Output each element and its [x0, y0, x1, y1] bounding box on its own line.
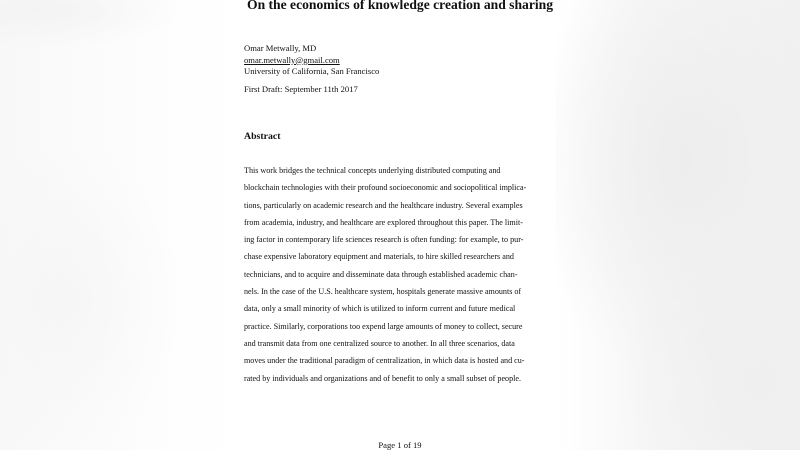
abstract-line: practice. Similarly, corporations too expend large amounts of money to collect, secure: [244, 321, 523, 331]
abstract-line: from academia, industry, and healthcare are explored throughout this paper. The limit-: [244, 217, 523, 227]
draft-date: First Draft: September 11th 2017: [244, 84, 358, 94]
abstract-line: This work bridges the technical concepts underlying distributed computing and: [244, 166, 501, 175]
abstract-line: rated by individuals and organizations and of benefit to only a small subset of people.: [244, 373, 521, 383]
abstract-line: nels. In the case of the U.S. healthcare system, hospitals generate massive amounts of: [244, 287, 522, 297]
abstract-line: tions, particularly on academic research and the healthcare industry. Several examples: [244, 200, 523, 210]
abstract-line: technicians, and to acquire and disseminate data through established academic chan-: [244, 269, 518, 279]
abstract-line: and transmit data from one centralized source to another. In all three scenarios, data: [244, 338, 515, 348]
abstract-line: ing factor in contemporary life sciences research is often funding: for example, to pur-: [244, 235, 524, 245]
author-email-link[interactable]: omar.metwally@gmail.com: [244, 54, 340, 65]
author-affiliation: University of California, San Francisco: [244, 66, 380, 76]
abstract-heading: Abstract: [244, 131, 281, 142]
author-name: Omar Metwally, MD: [244, 43, 317, 53]
abstract-line: chase expensive laboratory equipment and materials, to hire skilled researchers and: [244, 252, 514, 262]
document-page: [244, 0, 556, 450]
document-title: On the economics of knowledge creation and sharing: [247, 0, 553, 12]
background-left: [0, 0, 244, 450]
author-block: [244, 43, 379, 78]
abstract-line: data, only a small minority of which is utilized to inform current and future medical: [244, 304, 516, 314]
background-right: [556, 0, 800, 450]
abstract-line: moves under the traditional paradigm of centralization, in which data is hosted and cu-: [244, 356, 525, 366]
abstract-body: [244, 162, 556, 387]
page-number: Page 1 of 19: [378, 440, 422, 450]
abstract-line: blockchain technologies with their profound socioeconomic and sociopolitical implica-: [244, 183, 527, 193]
